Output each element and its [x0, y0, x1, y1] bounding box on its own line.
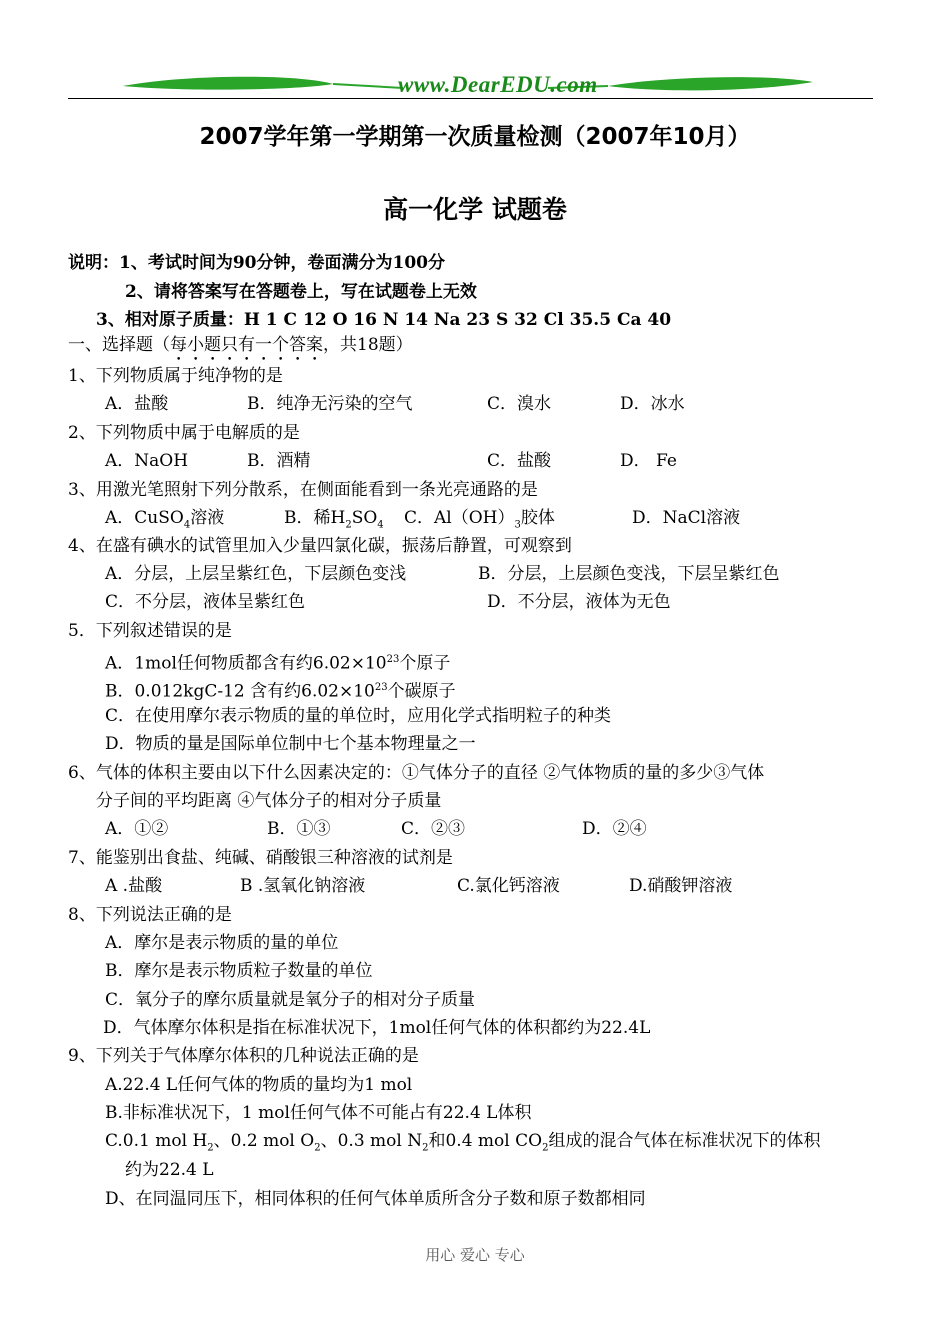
q3-option-c: C．$Al(OH)_3$胶体 — [404, 508, 555, 531]
q6-option-c: C．②③ — [401, 819, 466, 839]
q9-stem: 9、下列关于气体摩尔体积的几种说法正确的是 — [68, 1046, 419, 1066]
q8-option-b: B．摩尔是表示物质粒子数量的单位 — [105, 961, 373, 981]
q9-option-c: C.0.1 mol $H_2$、0.2 mol $O_2$、0.3 mol $N_2$和0.4 mol $CO_2$组成的混合气体在标准状况下的体积 — [105, 1131, 821, 1154]
exam-subtitle: 高一化学 试题卷 — [383, 195, 567, 224]
q5-stem: 5．下列叙述错误的是 — [68, 621, 232, 641]
q4-option-c: C．不分层，液体呈紫红色 — [105, 592, 306, 612]
q6-option-a: A．①② — [105, 819, 169, 839]
q6-stem-line1: 6、气体的体积主要由以下什么因素决定的：①气体分子的直径 ②气体物质的量的多少③气体 — [68, 763, 765, 783]
q9-option-c-continued: 约为22.4 L — [125, 1160, 214, 1180]
q1-option-b: B．纯净无污染的空气 — [247, 394, 413, 414]
site-logo-text: www.DearEDU.com — [398, 72, 598, 97]
q3-stem: 3、用激光笔照射下列分散系，在侧面能看到一条光亮通路的是 — [68, 480, 538, 500]
q1-option-c: C．溴水 — [487, 394, 552, 414]
q3-option-b: B．稀$H_2SO_4$ — [284, 508, 384, 531]
note-2: 2、请将答案写在答题卷上，写在试题卷上无效 — [125, 282, 477, 302]
q4-option-b: B．分层，上层颜色变浅，下层呈紫红色 — [478, 564, 780, 584]
q8-option-d: D．气体摩尔体积是指在标准状况下，1mol任何气体的体积都约为22.4L — [103, 1018, 651, 1038]
q7-option-c: C.氯化钙溶液 — [457, 876, 560, 896]
q7-stem: 7、能鉴别出食盐、纯碱、硝酸银三种溶液的试剂是 — [68, 848, 453, 868]
q3-option-d: D．NaCl溶液 — [632, 508, 741, 528]
exam-title: 2007学年第一学期第一次质量检测（2007年10月） — [199, 124, 751, 150]
q2-option-c: C．盐酸 — [487, 451, 552, 471]
page-footer: 用心 爱心 专心 — [425, 1246, 525, 1264]
q5-option-c: C．在使用摩尔表示物质的量的单位时，应用化学式指明粒子的种类 — [105, 706, 612, 726]
q4-stem: 4、在盛有碘水的试管里加入少量四氯化碳，振荡后静置，可观察到 — [68, 536, 572, 556]
q2-option-b: B．酒精 — [247, 451, 311, 471]
q1-option-a: A．盐酸 — [105, 394, 169, 414]
header-rule — [68, 98, 873, 99]
q9-option-a: A.22.4 L任何气体的物质的量均为1 mol — [105, 1075, 413, 1095]
q1-option-d: D．冰水 — [620, 394, 685, 414]
q7-option-a: A .盐酸 — [105, 876, 163, 896]
q8-option-a: A．摩尔是表示物质的量的单位 — [105, 933, 339, 953]
q2-option-d: D． Fe — [620, 451, 677, 471]
q1-stem: 1、下列物质属于纯净物的是 — [68, 366, 283, 386]
q5-option-d: D．物质的量是国际单位制中七个基本物理量之一 — [105, 734, 476, 754]
section-suffix: ，共18题） — [323, 335, 413, 355]
section-prefix: 一、选择题（ — [68, 335, 170, 355]
q8-stem: 8、下列说法正确的是 — [68, 905, 232, 925]
section-emphasis: 每小题只有一个答案 — [170, 335, 323, 355]
q4-option-a: A．分层，上层呈紫红色，下层颜色变浅 — [105, 564, 407, 584]
q8-option-c: C．氧分子的摩尔质量就是氧分子的相对分子质量 — [105, 990, 476, 1010]
q6-option-b: B．①③ — [267, 819, 331, 839]
q9-option-d: D、在同温同压下，相同体积的任何气体单质所含分子数和原子数都相同 — [105, 1189, 646, 1209]
section-heading — [68, 334, 413, 365]
note-1: 说明：1、考试时间为90分钟，卷面满分为100分 — [68, 253, 445, 273]
q2-option-a: A．NaOH — [105, 451, 189, 471]
q7-option-d: D.硝酸钾溶液 — [629, 876, 733, 896]
q6-stem-line2: 分子间的平均距离 ④气体分子的相对分子质量 — [96, 791, 442, 811]
q2-stem: 2、下列物质中属于电解质的是 — [68, 423, 300, 443]
q5-option-b: B．0.012kgC-12 含有约$6.02\times 10^{23}$个碳原子 — [105, 681, 456, 702]
q9-option-b: B.非标准状况下，1 mol任何气体不可能占有22.4 L体积 — [105, 1103, 532, 1123]
q7-option-b: B .氢氧化钠溶液 — [240, 876, 366, 896]
q3-option-a: A．CuSO$_4$溶液 — [105, 508, 225, 531]
q5-option-a: A．1mol任何物质都含有约$6.02\times 10^{23}$个原子 — [105, 653, 451, 674]
q6-option-d: D．②④ — [582, 819, 647, 839]
note-3: 3、相对原子质量：H 1 C 12 O 16 N 14 Na 23 S 32 Cl 35.5 Ca 40 — [96, 310, 672, 330]
q4-option-d: D．不分层，液体为无色 — [487, 592, 671, 612]
